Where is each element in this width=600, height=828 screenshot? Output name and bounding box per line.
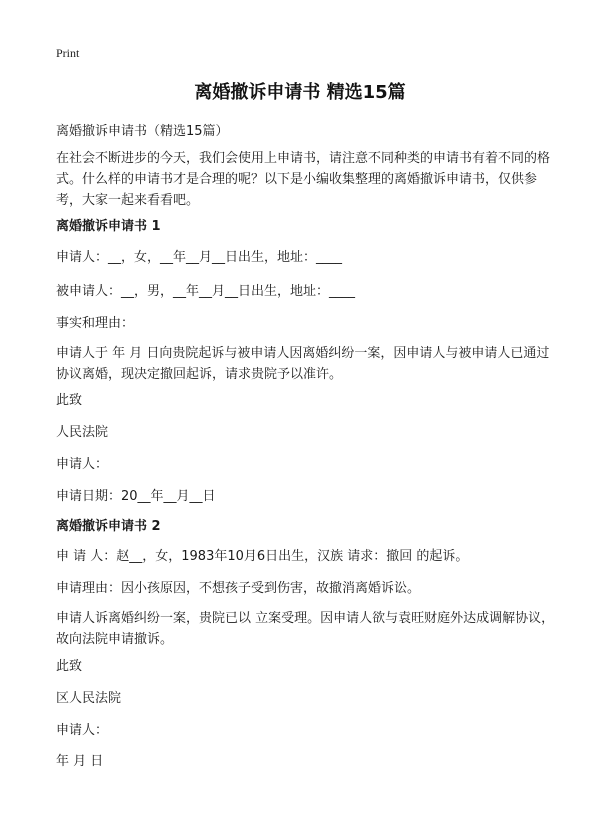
section-2-applicant: 申 请 人：赵__，女，1983年10月6日出生，汉族 请求：撤回 的起诉。 xyxy=(56,549,469,564)
intro-paragraph: 在社会不断进步的今天，我们会使用上申请书，请注意不同种类的申请书有着不同的格式。什么样的申请书才是合理的呢？以下是小编收集整理的离婚撤诉申请书，仅供参考，大家一起来看看吧。 xyxy=(56,151,551,208)
section-1-applicant: 申请人：__，女，__年__月__日出生，地址：____ xyxy=(56,250,343,265)
document-title: 离婚撤诉申请书 精选15篇 xyxy=(194,82,406,103)
section-2-reason: 申请理由：因小孩原因，不想孩子受到伤害，故撤消离婚诉讼。 xyxy=(56,581,421,596)
section-1-signer: 申请人： xyxy=(56,457,109,472)
section-1-facts-label: 事实和理由： xyxy=(56,316,135,331)
section-1-facts: 申请人于 年 月 日向贵院起诉与被申请人因离婚纠纷一案，因申请人与被申请人已通过协议离婚，现决定撤回起诉，请求贵院予以准许。 xyxy=(56,346,550,382)
section-1-court: 人民法院 xyxy=(56,425,109,440)
section-2-court: 区人民法院 xyxy=(56,691,122,706)
section-2-heading: 离婚撤诉申请书 2 xyxy=(56,519,161,534)
document-subtitle: 离婚撤诉申请书（精选15篇） xyxy=(56,124,229,139)
section-1-heading: 离婚撤诉申请书 1 xyxy=(56,219,161,234)
section-2-signer: 申请人： xyxy=(56,723,109,738)
section-2-body: 申请人诉离婚纠纷一案，贵院已以 立案受理。因申请人欲与袁旺财庭外达成调解协议，故向法院申请撤诉。 xyxy=(56,611,555,647)
section-2-regards: 此致 xyxy=(56,659,83,674)
section-1-regards: 此致 xyxy=(56,393,83,408)
section-1-respondent: 被申请人：__，男，__年__月__日出生，地址：____ xyxy=(56,284,356,299)
section-1-date: 申请日期：20__年__月__日 xyxy=(56,489,216,504)
print-label[interactable]: Print xyxy=(56,46,80,60)
section-2-date: 年 月 日 xyxy=(56,754,104,769)
